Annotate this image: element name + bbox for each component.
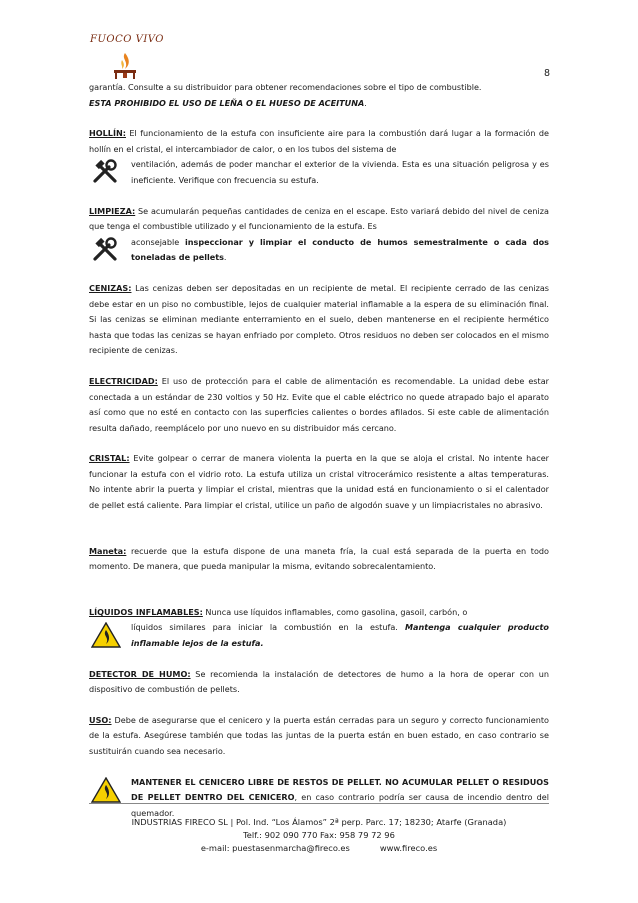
tools-icon — [91, 159, 121, 185]
cristal-title: CRISTAL: — [89, 453, 130, 464]
intro-paragraph: garantía. Consulte a su distribuidor para obtener recomendaciones sobre el tipo de combustible. ESTA PROHIBIDO EL USO DE LEÑA O EL HUESO DE ACEITUNA. — [89, 82, 482, 108]
liquidos-indented: líquidos similares para iniciar la combustión en la estufa. Mantenga cualquier producto inflamable lejos de la estufa. — [89, 620, 549, 651]
page-number: 8 — [543, 68, 550, 79]
page-footer — [89, 803, 549, 855]
cristal-section: CRISTAL: Evite golpear o cerrar de manera violenta la puerta en la que se aloja el cristal. No intente hacer funcionar la estufa con el vidrio roto. La estufa utiliza un cristal vitrocerámico resistente a altas temperaturas. No intente abrir la puerta y limpiar el cristal, mientras que la unidad está en funcionamiento o si el calentador de pellet está caliente. Para limpiar el cristal, utilice un paño de algodón suave y un limpiacristales no abrasivo. — [89, 453, 549, 511]
document-body — [89, 80, 549, 821]
cenizas-section: CENIZAS: Las cenizas deben ser depositadas en un recipiente de metal. El recipiente cerrado de las cenizas debe estar en un piso no combustible, lejos de cualquier material inflamable a la espera de su eliminación final. Si las cenizas se eliminan mediante enterramiento en el suelo, deben mantenerse en el recipiente hermético hasta que todas las cenizas se hayan enfriado por completo. Otros residuos no deben ser colocados en el mismo recipiente de cenizas. — [89, 282, 549, 356]
limpieza-section: LIMPIEZA: Se acumularán pequeñas cantidades de ceniza en el escape. Esto variará debido del nivel de ceniza que tenga el combustible utilizado y el funcionamiento de la estufa. Es — [89, 205, 549, 232]
fireplace-icon — [112, 50, 138, 80]
cenicero-warning: MANTENER EL CENICERO LIBRE DE RESTOS DE PELLET. NO ACUMULAR PELLET O RESIDUOS DE PELLET DENTRO DEL CENICERO, en caso contrario podría ser causa de incendio dentro del quemador. — [89, 775, 549, 822]
liquidos-title: LÍQUIDOS INFLAMABLES: — [89, 606, 203, 617]
prohibition-warning: ESTA PROHIBIDO EL USO DE LEÑA O EL HUESO DE ACEITUNA — [89, 97, 365, 108]
electricidad-section: ELECTRICIDAD: El uso de protección para el cable de alimentación es recomendable. La unidad debe estar conectada a un estándar de 230 voltios y 50 Hz. Evite que el cable eléctrico no quede atrapado bajo el aparato así como que no esté en contacto con las superficies calientes o bordes afilados. Si este cable de alimentación resulta dañado, reemplácelo por uno nuevo en su distribuidor más cercano. — [89, 375, 549, 433]
electricidad-title: ELECTRICIDAD: — [89, 375, 158, 386]
logo-text: FUOCO VIVO — [90, 34, 165, 45]
footer-address: INDUSTRIAS FIRECO SL | Pol. Ind. “Los Álamos” 2ª perp. Parc. 17; 18230; Atarfe (Granada) — [131, 817, 507, 827]
company-logo — [90, 34, 170, 82]
footer-email: e-mail: puestasenmarcha@fireco.es — [200, 843, 350, 853]
flame-warning-icon — [91, 777, 121, 803]
flame-warning-icon — [91, 622, 121, 648]
detector-title: DETECTOR DE HUMO: — [89, 668, 191, 679]
hollin-section: HOLLÍN: El funcionamiento de la estufa con insuficiente aire para la combustión dará lugar a la formación de hollín en el cristal, el intercambiador de calor, o en los tubos del sistema de — [89, 128, 549, 154]
limpieza-title: LIMPIEZA: — [89, 205, 136, 216]
detector-section: DETECTOR DE HUMO: Se recomienda la instalación de detectores de humo a la hora de operar con un dispositivo de combustión de pellets. — [89, 668, 549, 695]
footer-website: www.fireco.es — [379, 843, 438, 853]
cenizas-title: CENIZAS: — [89, 282, 132, 293]
hollin-indented: ventilación, además de poder manchar el exterior de la vivienda. Esta es una situación peligrosa y es ineficiente. Verifique con frecuencia su estufa. — [89, 157, 549, 188]
tools-icon — [91, 237, 121, 263]
liquidos-section: LÍQUIDOS INFLAMABLES: Nunca use líquidos inflamables, como gasolina, gasoil, carbón, o — [89, 606, 468, 617]
footer-contact — [89, 842, 549, 855]
maneta-section: Maneta: recuerde que la estufa dispone de una maneta fría, la cual está separada de la puerta en todo momento. De manera, que pueda manipular la misma, evitando sobrecalentamiento. — [89, 545, 549, 572]
maneta-title: Maneta: — [89, 545, 127, 556]
hollin-title: HOLLÍN: — [89, 128, 126, 139]
uso-section: USO: Debe de asegurarse que el cenicero y la puerta están cerradas para un seguro y correcto funcionamiento de la estufa. Asegúrese también que todas las juntas de la puerta están en buen estado, en caso contrario se sustituirán cuando sea necesario. — [89, 714, 549, 756]
uso-title: USO: — [89, 714, 112, 725]
limpieza-indented: aconsejable inspeccionar y limpiar el conducto de humos semestralmente o cada dos toneladas de pellets. — [89, 235, 549, 266]
footer-phone: Telf.: 902 090 770 Fax: 958 79 72 96 — [243, 830, 395, 840]
